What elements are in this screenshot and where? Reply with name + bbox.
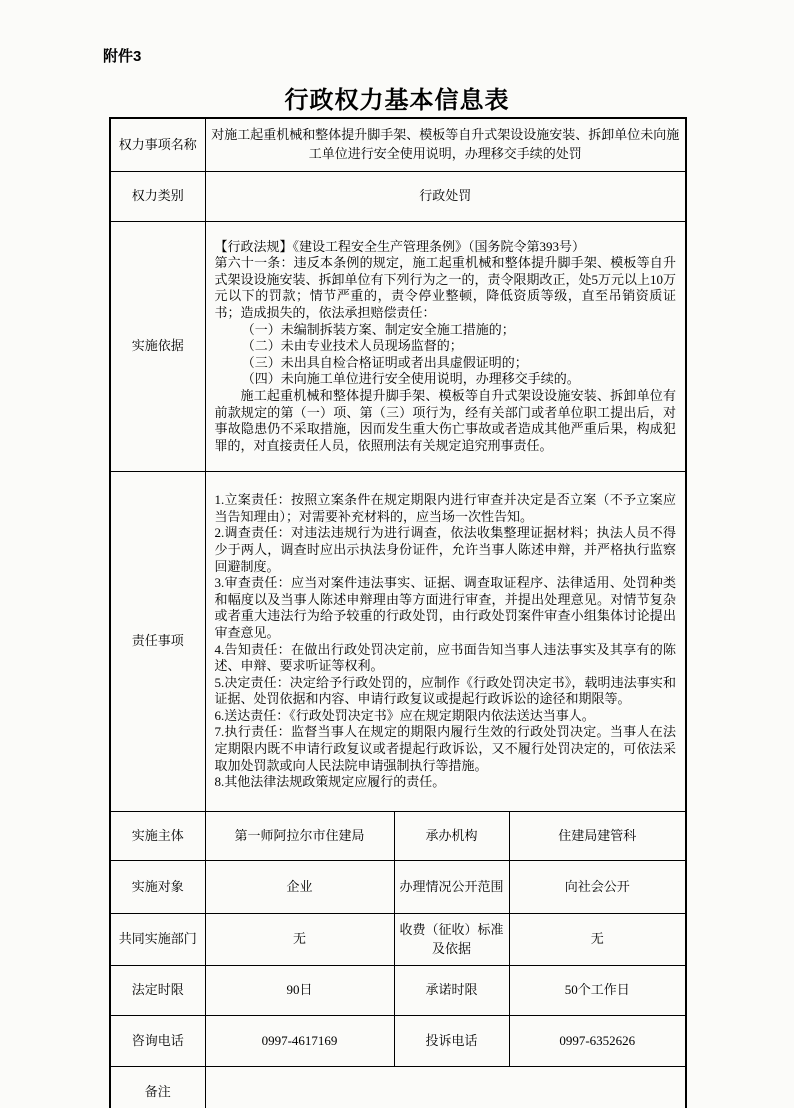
- field-label-remark: 备注: [110, 1067, 205, 1108]
- field-value-remark: [205, 1067, 686, 1108]
- row-remark: [110, 1067, 686, 1108]
- field-label-implementation-target: 实施对象: [110, 861, 205, 914]
- field-value-disclosure-scope: 向社会公开: [509, 861, 686, 914]
- field-label-joint-departments: 共同实施部门: [110, 914, 205, 966]
- field-value-duty-items: [205, 472, 686, 812]
- duty-item: 8.其他法律法规政策规定应履行的责任。: [214, 774, 446, 790]
- duty-item: 7.执行责任：监督当事人在规定的期限内履行生效的行政处罚决定。当事人在法定期限内既不申请行政复议或者提起行政诉讼，又不履行处罚决定的，可依法采取加处罚款或向人民法院申请强制执行等措施。: [214, 724, 676, 773]
- row-implementation-basis: [110, 222, 686, 472]
- row-implementing-body: [110, 812, 686, 861]
- basis-paragraph: 施工起重机械和整体提升脚手架、模板等自升式架设设施安装、拆卸单位有前款规定的第（一）项、第（三）项行为，经有关部门或者单位职工提出后，对事故隐患仍不采取措施，因而发生重大伤亡事故或者造成其他严重后果，构成犯罪的，对直接责任人员，依照刑法有关规定追究刑事责任。: [214, 387, 676, 453]
- field-value-consultation-phone: 0997-4617169: [205, 1016, 394, 1067]
- field-label-power-item-name: 权力事项名称: [110, 118, 205, 172]
- field-label-fee-standard: 收费（征收）标准及依据: [394, 914, 509, 966]
- row-power-type: [110, 172, 686, 222]
- field-value-implementing-body: 第一师阿拉尔市住建局: [205, 812, 394, 861]
- field-value-promised-time-limit: 50个工作日: [509, 966, 686, 1016]
- duty-item: 6.送达责任：《行政处罚决定书》应在规定期限内依法送达当事人。: [214, 707, 595, 723]
- field-label-duty-items: 责任事项: [110, 472, 205, 812]
- basis-paragraph: 【行政法规】《建设工程安全生产管理条例》（国务院令第393号）: [214, 238, 586, 254]
- duty-item: 3.审查责任：应当对案件违法事实、证据、调查取证程序、法律适用、处罚种类和幅度以及当事人陈述申辩理由等方面进行审查，并提出处理意见。对情节复杂或者重大违法行为给予较重的行政处罚，由行政处罚案件审查小组集体讨论提出审查意见。: [214, 575, 676, 640]
- field-label-complaint-phone: 投诉电话: [394, 1016, 509, 1067]
- field-label-power-type: 权力类别: [110, 172, 205, 222]
- field-value-implementation-basis: [205, 222, 686, 472]
- field-label-implementing-body: 实施主体: [110, 812, 205, 861]
- duty-item: 5.决定责任：决定给予行政处罚的，应制作《行政处罚决定书》，载明违法事实和证据、处罚依据和内容、申请行政复议或提起行政诉讼的途径和期限等。: [214, 674, 676, 707]
- page-title: 行政权力基本信息表: [284, 88, 510, 114]
- row-duty-items: [110, 472, 686, 812]
- row-phones: [110, 1016, 686, 1067]
- duty-item: 4.告知责任：在做出行政处罚决定前，应书面告知当事人违法事实及其享有的陈述、申辩、要求听证等权利。: [214, 641, 676, 674]
- duty-item: 1.立案责任：按照立案条件在规定期限内进行审查并决定是否立案（不予立案应当告知理由）；对需要补充材料的，应当场一次性告知。: [214, 492, 676, 524]
- field-value-joint-departments: 无: [205, 914, 394, 966]
- duty-item: 2.调查责任：对违法违规行为进行调查，依法收集整理证据材料；执法人员不得少于两人，调查时应出示执法身份证件，允许当事人陈述申辩，并严格执行监察回避制度。: [214, 525, 676, 574]
- field-value-implementation-target: 企业: [205, 861, 394, 914]
- basis-paragraph: 第六十一条：违反本条例的规定，施工起重机械和整体提升脚手架、模板等自升式架设设施安装、拆卸单位有下列行为之一的，责令限期改正，处5万元以上10万元以下的罚款；情节严重的，责令停业整顿，降低资质等级，直至吊销资质证书；造成损失的，依法承担赔偿责任：: [214, 255, 677, 321]
- basis-clause-item: （二）未由专业技术人员现场监督的；: [241, 338, 463, 354]
- field-value-power-type: 行政处罚: [205, 172, 686, 222]
- row-implementation-target: [110, 861, 686, 914]
- row-statutory-time-limit: [110, 966, 686, 1016]
- field-label-consultation-phone: 咨询电话: [110, 1016, 205, 1067]
- basis-clause-item: （一）未编制拆装方案、制定安全施工措施的；: [241, 321, 515, 337]
- field-value-statutory-time-limit: 90日: [205, 966, 394, 1016]
- field-value-fee-standard: 无: [509, 914, 686, 966]
- row-joint-departments: [110, 914, 686, 966]
- field-value-power-item-name: 对施工起重机械和整体提升脚手架、模板等自升式架设设施安装、拆卸单位未向施工单位进行安全使用说明，办理移交手续的处罚: [205, 118, 686, 172]
- field-label-undertaking-org: 承办机构: [394, 812, 509, 861]
- field-label-promised-time-limit: 承诺时限: [394, 966, 509, 1016]
- basis-clause-item: （三）未出具自检合格证明或者出具虚假证明的；: [241, 354, 528, 370]
- basis-clause-item: （四）未向施工单位进行安全使用说明，办理移交手续的。: [241, 371, 580, 387]
- field-label-implementation-basis: 实施依据: [110, 222, 205, 472]
- info-table: [109, 117, 687, 1108]
- field-value-undertaking-org: 住建局建管科: [509, 812, 686, 861]
- row-power-item-name: [110, 118, 686, 172]
- field-value-complaint-phone: 0997-6352626: [509, 1016, 686, 1067]
- attachment-label: 附件3: [103, 48, 142, 65]
- field-label-disclosure-scope: 办理情况公开范围: [394, 861, 509, 914]
- field-label-statutory-time-limit: 法定时限: [110, 966, 205, 1016]
